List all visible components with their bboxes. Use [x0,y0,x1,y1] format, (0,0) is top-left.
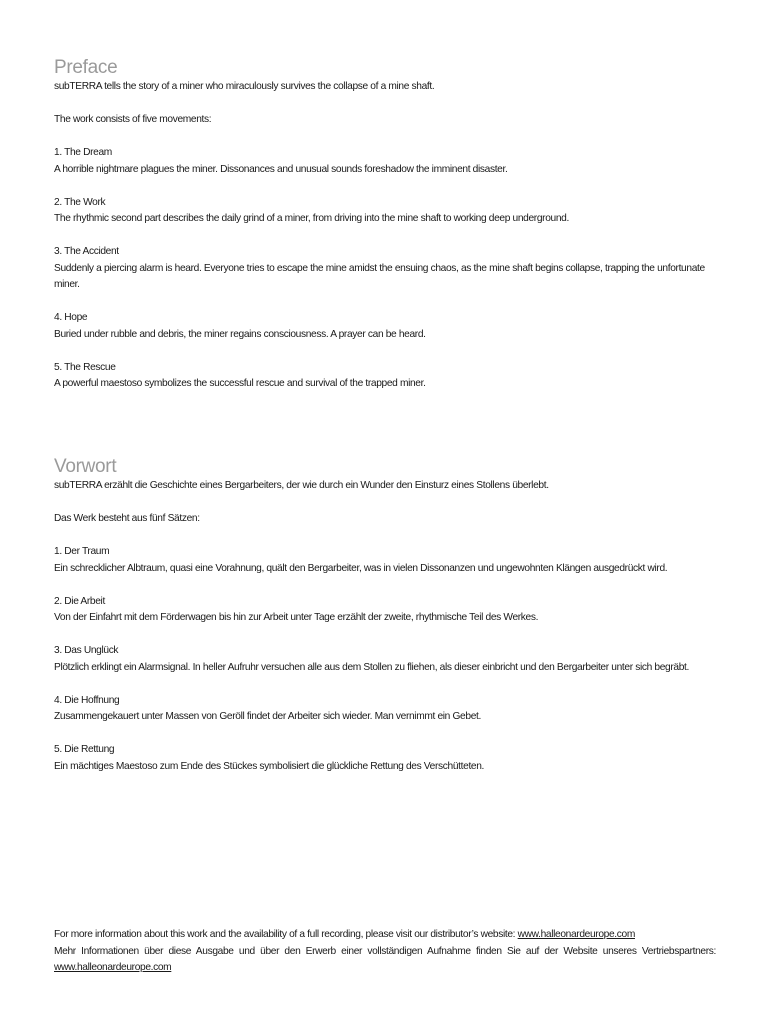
vorwort-section [54,456,716,775]
movement-description: Plötzlich erklingt ein Alarmsignal. In heller Aufruhr versuchen alle aus dem Stollen zu fliehen, als dieser einbricht und den Bergarbeiter unter sich begräbt. [54,661,690,673]
movement-description: Buried under rubble and debris, the miner regains consciousness. A prayer can be heard. [54,328,426,340]
preface-movement-5 [54,360,716,393]
movement-description: Ein schrecklicher Albtraum, quasi eine Vorahnung, quält den Bergarbeiter, was in vielen Dissonanzen und ungewohnten Klängen ausgedrückt wird. [54,562,668,574]
footer-german [54,944,716,977]
movement-description: Von der Einfahrt mit dem Förderwagen bis hin zur Arbeit unter Tage erzählt der zweite, rhythmische Teil des Werkes. [54,612,539,623]
preface-movement-1 [54,145,716,178]
movement-title: 1. Der Traum [54,546,110,557]
preface-heading: Preface [54,57,118,78]
movement-title: 1. The Dream [54,147,112,158]
vorwort-movement-1 [54,544,716,577]
movement-title: 5. Die Rettung [54,744,115,755]
movement-title: 3. Das Unglück [54,645,119,656]
vorwort-movement-3 [54,643,716,676]
distributor-link-de[interactable]: www.halleonardeurope.com [54,962,172,973]
movement-title: 3. The Accident [54,246,119,257]
movement-description: Zusammengekauert unter Massen von Geröll findet der Arbeiter sich wieder. Man vernimmt ein Gebet. [54,711,481,722]
movement-description: A horrible nightmare plagues the miner. Dissonances and unusual sounds foreshadow the imminent disaster. [54,163,508,175]
movement-title: 4. Hope [54,312,88,323]
preface-movement-3 [54,244,716,294]
preface-section [54,57,716,393]
preface-intro: subTERRA tells the story of a miner who miraculously survives the collapse of a mine shaft. [54,81,435,92]
movement-title: 4. Die Hoffnung [54,694,120,706]
vorwort-movement-5 [54,742,716,775]
distributor-link-en[interactable]: www.halleonardeurope.com [517,929,635,940]
movement-title: 2. The Work [54,196,106,208]
vorwort-intro: subTERRA erzählt die Geschichte eines Bergarbeiters, der wie durch ein Wunder den Einsturz eines Stollens überlebt. [54,480,549,491]
footer-english [54,927,716,944]
preface-consists: The work consists of five movements: [54,114,212,125]
footer [54,927,716,977]
vorwort-movement-2 [54,594,716,627]
movement-description: The rhythmic second part describes the daily grind of a miner, from driving into the mine shaft to working deep underground. [54,213,569,224]
footer-english-text: For more information about this work and the availability of a full recording, please visit our distributor’s website: [54,929,518,940]
movement-title: 5. The Rescue [54,361,116,373]
vorwort-consists: Das Werk besteht aus fünf Sätzen: [54,513,200,524]
movement-description: Suddenly a piercing alarm is heard. Everyone tries to escape the mine amidst the ensuing chaos, as the mine shaft begins collapse, trapping the unfortunate miner. [54,262,705,290]
document-page [54,0,716,1024]
footer-german-text: Mehr Informationen über diese Ausgabe und über den Erwerb einer vollständigen Aufnahme finden Sie auf der Website unseres Vertriebspartners: [54,945,716,957]
preface-movement-4 [54,310,716,343]
preface-movement-2 [54,195,716,228]
movement-title: 2. Die Arbeit [54,595,105,607]
vorwort-heading: Vorwort [54,456,117,477]
movement-description: Ein mächtiges Maestoso zum Ende des Stückes symbolisiert die glückliche Rettung des Verschütteten. [54,760,485,772]
movement-description: A powerful maestoso symbolizes the successful rescue and survival of the trapped miner. [54,378,426,389]
vorwort-movement-4 [54,693,716,726]
